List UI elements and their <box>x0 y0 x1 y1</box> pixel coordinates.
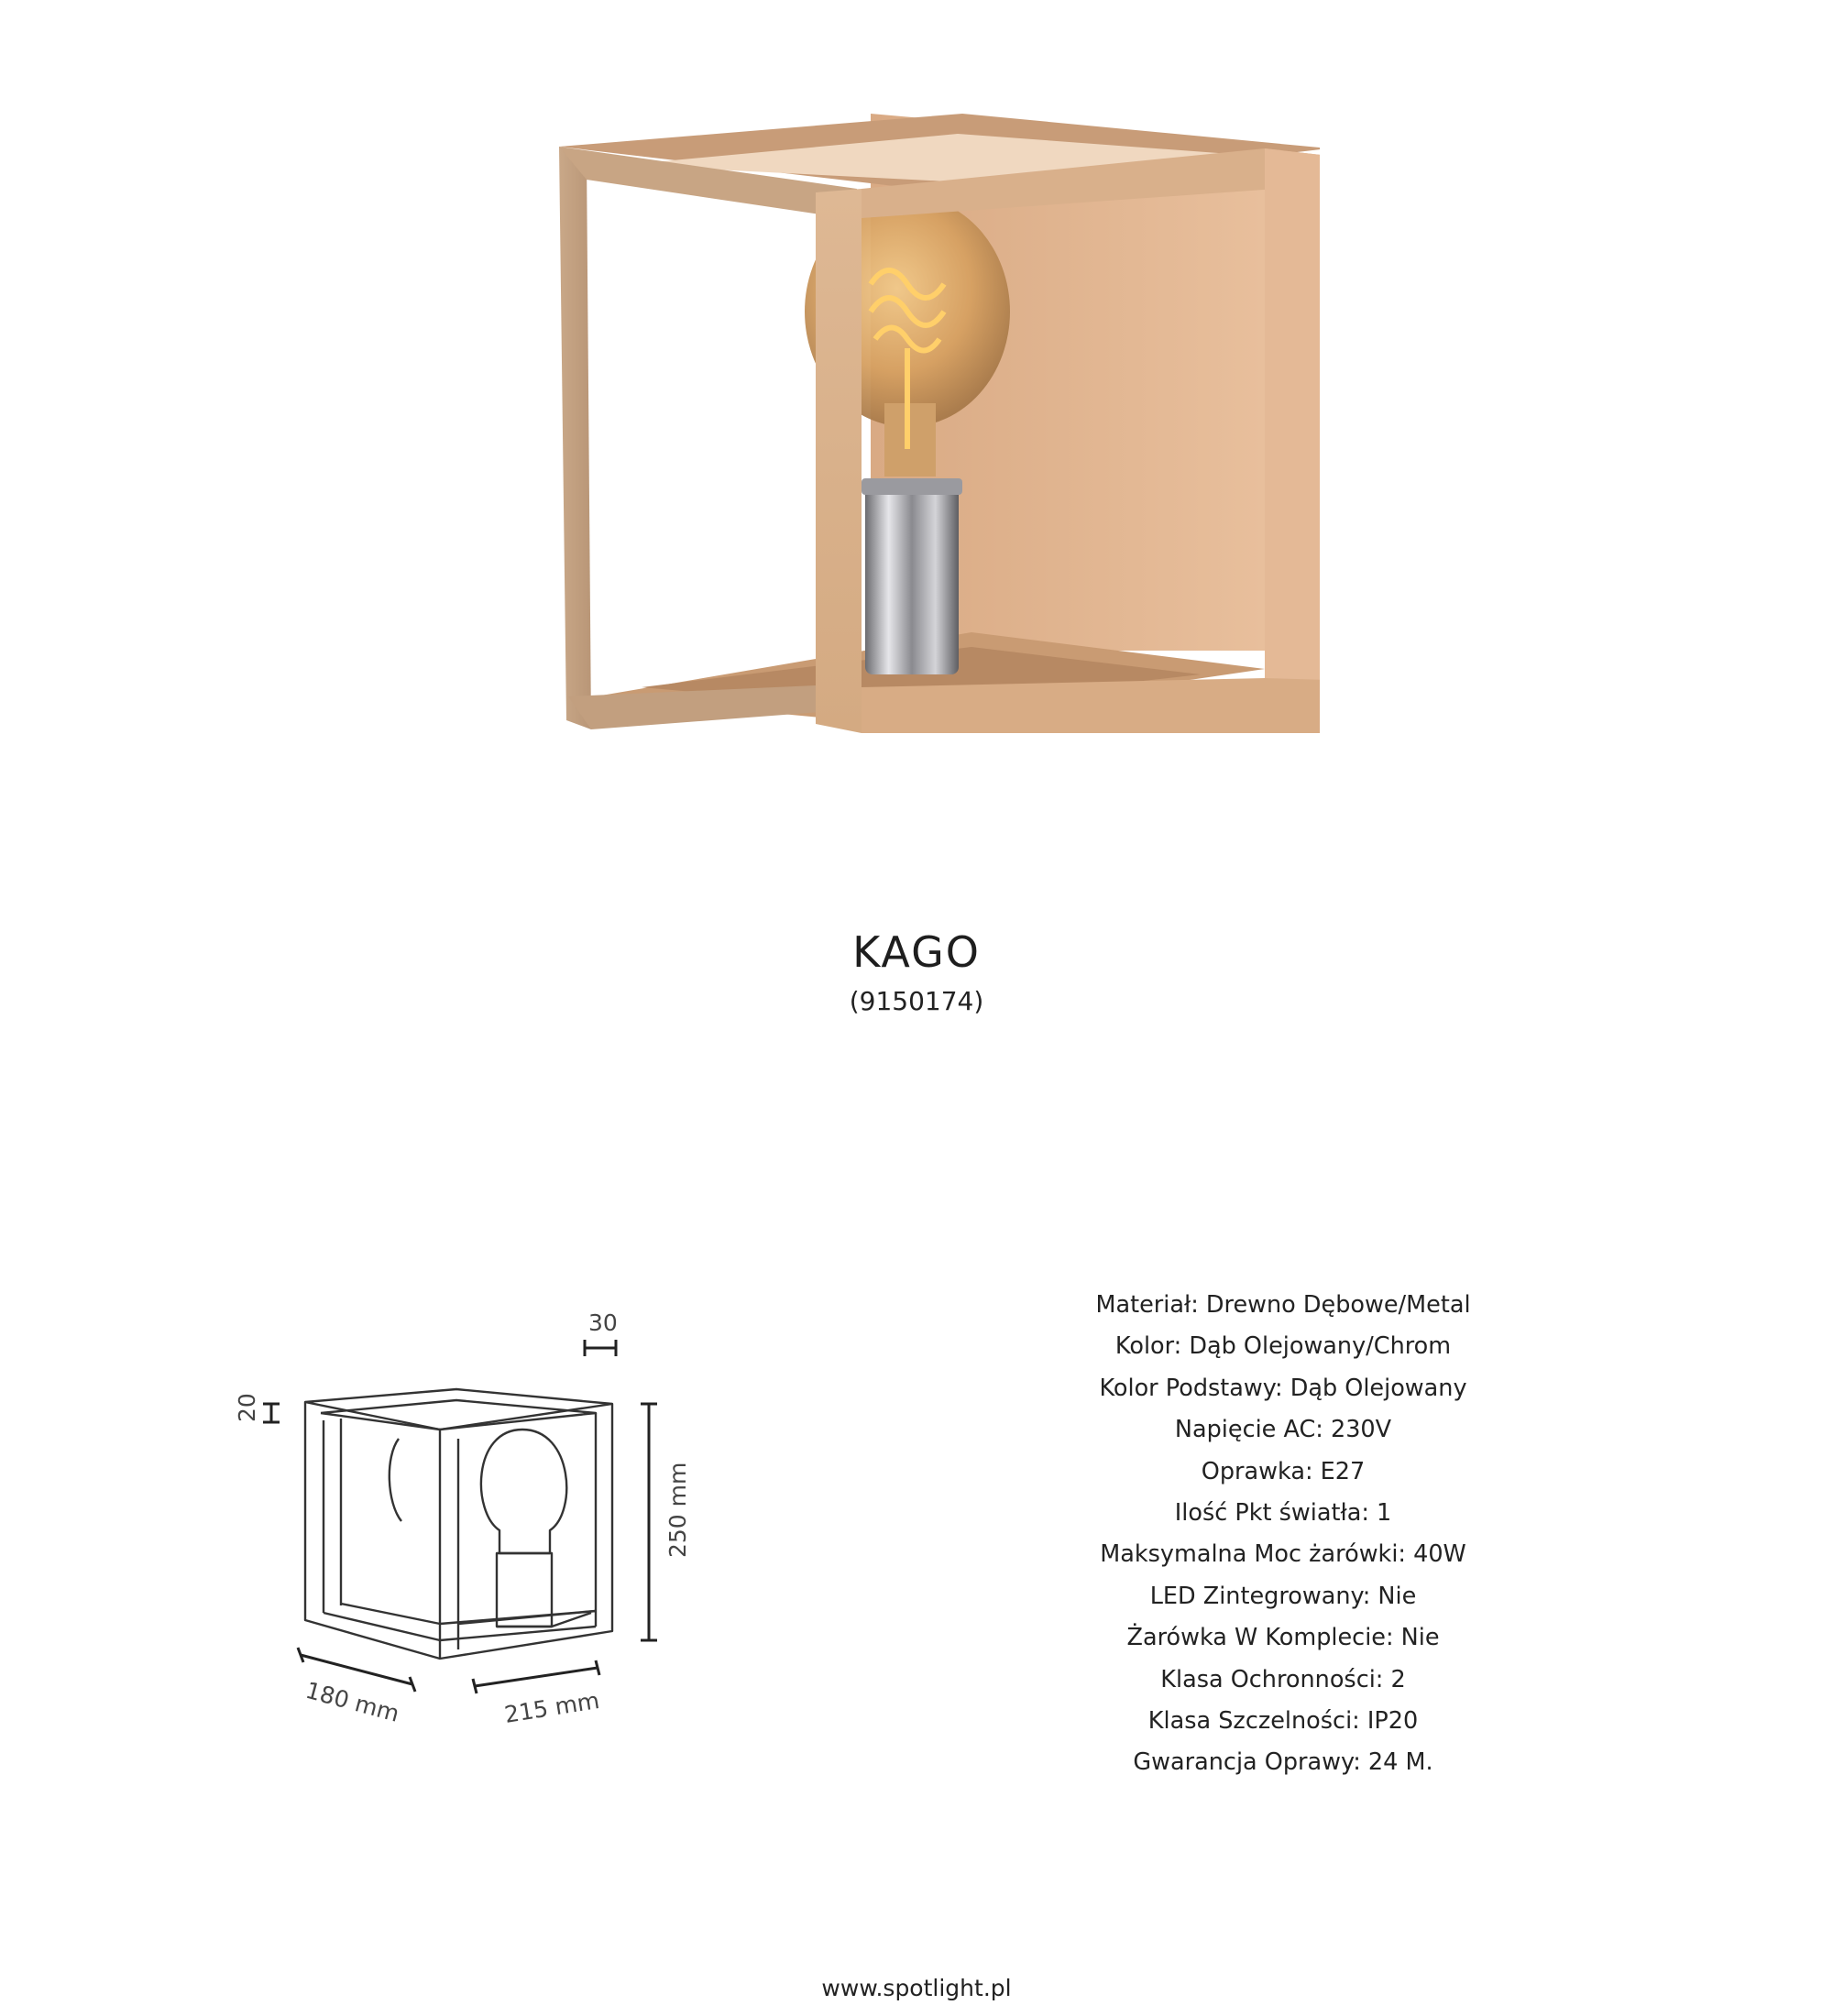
dim-height-label: 250 mm <box>664 1462 691 1558</box>
front-frame-right-post <box>1265 148 1320 733</box>
spec-item: Ilość Pkt światła: 1 <box>1174 1499 1392 1528</box>
spec-list <box>1054 1285 1512 1784</box>
spec-item: Klasa Szczelności: IP20 <box>1147 1707 1419 1736</box>
product-photo <box>541 101 1320 834</box>
spec-item: LED Zintegrowany: Nie <box>1149 1582 1417 1610</box>
product-name: KAGO <box>852 927 981 977</box>
spec-item: Gwarancja Oprawy: 24 M. <box>1133 1748 1433 1777</box>
spec-item: Napięcie AC: 230V <box>1174 1416 1392 1444</box>
chrome-socket <box>865 486 959 674</box>
spec-item: Maksymalna Moc żarówki: 40W <box>1100 1540 1466 1569</box>
technical-drawing <box>220 1301 733 1741</box>
product-code: (9150174) <box>849 986 984 1016</box>
footer-url[interactable]: www.spotlight.pl <box>821 1975 1012 2001</box>
left-frame-bottom <box>568 684 857 729</box>
front-frame-bottom <box>862 678 1320 733</box>
dim-depth-label: 30 <box>588 1309 618 1336</box>
dim-width-label: 215 mm <box>502 1686 602 1728</box>
spec-item: Kolor: Dąb Olejowany/Chrom <box>1114 1332 1452 1361</box>
spec-item: Oprawka: E27 <box>1201 1457 1366 1485</box>
front-frame-left-post <box>816 189 862 733</box>
spec-item: Klasa Ochronności: 2 <box>1160 1665 1406 1693</box>
spec-item: Kolor Podstawy: Dąb Olejowany <box>1099 1374 1467 1402</box>
drawing-bulb <box>481 1430 566 1553</box>
spec-item: Żarówka W Komplecie: Nie <box>1126 1624 1440 1652</box>
left-frame <box>559 147 591 729</box>
dim-depth-side-label: 180 mm <box>302 1676 402 1727</box>
dim-top-label: 20 <box>234 1393 260 1422</box>
spec-item: Materiał: Drewno Dębowe/Metal <box>1095 1291 1471 1319</box>
